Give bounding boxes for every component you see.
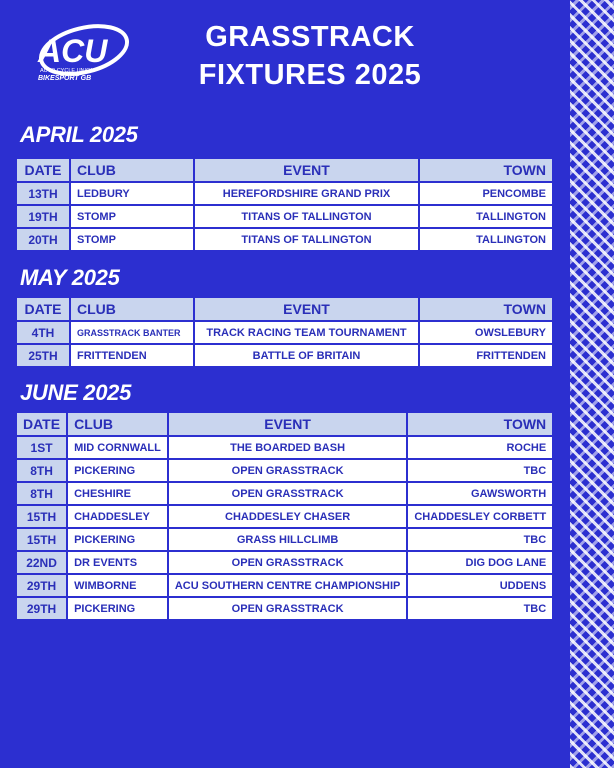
logo-line1: AUTO CYCLE UNION	[40, 68, 95, 74]
row-club: CHADDESLEY	[67, 505, 168, 528]
acu-logo	[28, 22, 132, 84]
table-row	[16, 551, 553, 574]
row-event: HEREFORDSHIRE GRAND PRIX	[194, 182, 419, 205]
decorative-pattern-strip	[570, 0, 614, 768]
row-event: BATTLE OF BRITAIN	[194, 344, 419, 367]
row-event: CHADDESLEY CHASER	[168, 505, 408, 528]
row-club: LEDBURY	[70, 182, 194, 205]
row-date: 22ND	[16, 551, 67, 574]
row-town: DIG DOG LANE	[407, 551, 553, 574]
table-header-row	[16, 297, 553, 321]
header-date: DATE	[16, 412, 67, 436]
row-event: TITANS OF TALLINGTON	[194, 205, 419, 228]
header-town: TOWN	[419, 158, 553, 182]
row-date: 19TH	[16, 205, 70, 228]
table-row	[16, 436, 553, 459]
fixtures-table-april	[15, 157, 554, 252]
acu-logo-graphic	[28, 22, 132, 84]
page-title	[150, 18, 470, 94]
row-town: PENCOMBE	[419, 182, 553, 205]
month-heading-june: JUNE 2025	[20, 380, 132, 405]
row-town: UDDENS	[407, 574, 553, 597]
row-club: FRITTENDEN	[70, 344, 194, 367]
header-date: DATE	[16, 297, 70, 321]
table-row	[16, 205, 553, 228]
row-town: TBC	[407, 597, 553, 620]
row-date: 15TH	[16, 505, 67, 528]
row-event: OPEN GRASSTRACK	[168, 482, 408, 505]
month-heading-april: APRIL 2025	[20, 122, 138, 147]
table-row	[16, 528, 553, 551]
row-club: DR EVENTS	[67, 551, 168, 574]
header-town: TOWN	[407, 412, 553, 436]
row-event: OPEN GRASSTRACK	[168, 459, 408, 482]
month-heading-may: MAY 2025	[20, 265, 120, 290]
row-date: 1ST	[16, 436, 67, 459]
row-date: 25TH	[16, 344, 70, 367]
header-club: CLUB	[67, 412, 168, 436]
table-row	[16, 597, 553, 620]
row-club: MID CORNWALL	[67, 436, 168, 459]
row-town: TALLINGTON	[419, 228, 553, 251]
row-event: ACU SOUTHERN CENTRE CHAMPIONSHIP	[168, 574, 408, 597]
row-event: GRASS HILLCLIMB	[168, 528, 408, 551]
title-line-2: FIXTURES 2025	[198, 59, 422, 91]
row-date: 4TH	[16, 321, 70, 344]
row-club: WIMBORNE	[67, 574, 168, 597]
fixtures-table-june	[15, 411, 554, 621]
row-club: GRASSTRACK BANTER	[70, 321, 194, 344]
row-date: 8TH	[16, 459, 67, 482]
row-club: STOMP	[70, 205, 194, 228]
header-event: EVENT	[194, 158, 419, 182]
row-club: CHESHIRE	[67, 482, 168, 505]
row-town: TALLINGTON	[419, 205, 553, 228]
fixtures-table-may	[15, 296, 554, 368]
row-town: TBC	[407, 459, 553, 482]
row-club: PICKERING	[67, 528, 168, 551]
row-event: OPEN GRASSTRACK	[168, 597, 408, 620]
row-event: TITANS OF TALLINGTON	[194, 228, 419, 251]
header-club: CLUB	[70, 297, 194, 321]
row-town: GAWSWORTH	[407, 482, 553, 505]
row-date: 29TH	[16, 574, 67, 597]
table-header-row	[16, 158, 553, 182]
row-town: OWSLEBURY	[419, 321, 553, 344]
row-town: CHADDESLEY CORBETT	[407, 505, 553, 528]
row-date: 20TH	[16, 228, 70, 251]
title-line-1: GRASSTRACK	[205, 21, 415, 53]
row-club: PICKERING	[67, 597, 168, 620]
row-date: 15TH	[16, 528, 67, 551]
row-club: PICKERING	[67, 459, 168, 482]
logo-line2: BIKESPORT GB	[38, 75, 92, 82]
row-town: TBC	[407, 528, 553, 551]
row-event: THE BOARDED BASH	[168, 436, 408, 459]
header-club: CLUB	[70, 158, 194, 182]
row-event: TRACK RACING TEAM TOURNAMENT	[194, 321, 419, 344]
table-header-row	[16, 412, 553, 436]
row-event: OPEN GRASSTRACK	[168, 551, 408, 574]
table-row	[16, 321, 553, 344]
row-town: ROCHE	[407, 436, 553, 459]
row-date: 8TH	[16, 482, 67, 505]
table-row	[16, 228, 553, 251]
table-row	[16, 505, 553, 528]
row-date: 13TH	[16, 182, 70, 205]
header-event: EVENT	[168, 412, 408, 436]
table-row	[16, 182, 553, 205]
logo-acu-text: ACU	[38, 33, 108, 69]
row-club: STOMP	[70, 228, 194, 251]
header-event: EVENT	[194, 297, 419, 321]
table-row	[16, 574, 553, 597]
table-row	[16, 482, 553, 505]
table-row	[16, 344, 553, 367]
row-date: 29TH	[16, 597, 67, 620]
row-town: FRITTENDEN	[419, 344, 553, 367]
header-date: DATE	[16, 158, 70, 182]
table-row	[16, 459, 553, 482]
header-town: TOWN	[419, 297, 553, 321]
